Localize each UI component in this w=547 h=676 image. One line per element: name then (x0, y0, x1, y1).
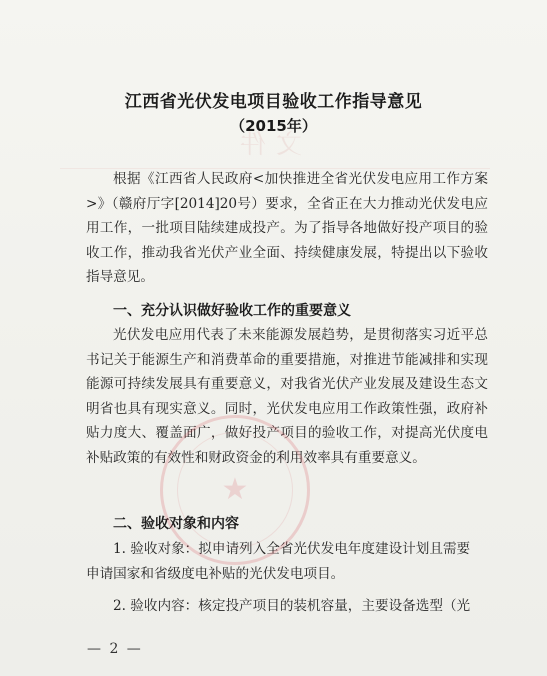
document-year: （2015年） (230, 117, 317, 135)
section2-item1-line1: 1. 验收对象：拟申请列入全省光伏发电年度建设计划且需要 (113, 541, 471, 557)
document-title: 江西省光伏发电项目验收工作指导意见 (124, 92, 423, 112)
intro-paragraph: 根据《江西省人民政府<加快推进全省光伏发电应用工作方案>》（赣府厅字[2014]20号）要求，全省正在大力推动光伏发电应用工作，一批项目陆续建成投产。为了指导各地做好投产项目的验收工作，推动我省光伏产业全面、持续健康发展，特提出以下验收指导意见。 (86, 171, 488, 286)
section1-heading: 一、充分认识做好验收工作的重要意义 (113, 303, 351, 319)
section2-item1-line2: 申请国家和省级度电补贴的光伏发电项目。 (86, 566, 345, 582)
section2-item2-line1: 2. 验收内容：核定投产项目的装机容量，主要设备选型（光 (113, 598, 471, 614)
page-number: — 2 — (87, 641, 143, 657)
seal-stamp (160, 415, 310, 565)
bleed-through-header: 文件 (230, 130, 303, 160)
section2-heading: 二、验收对象和内容 (113, 516, 239, 532)
section1-paragraph: 光伏发电应用代表了未来能源发展趋势，是贯彻落实习近平总书记关于能源生产和消费革命的重要措施，对推进节能减排和实现能源可持续发展具有重要意义，对我省光伏产业发展及建设生态文明省也具有现实意义。同时，光伏发电应用工作政策性强，政府补贴力度大、覆盖面广，做好投产项目的验收工作，对提高光伏度电补贴政策的有效性和财政资金的利用效率具有重要意义。 (86, 327, 488, 466)
seal-star-icon: ★ (221, 472, 249, 507)
